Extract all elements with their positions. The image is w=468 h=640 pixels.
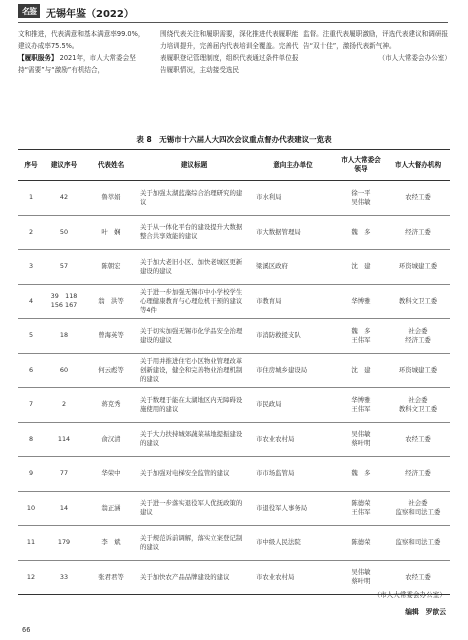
cell-supervising-body: 农经工委 — [386, 560, 450, 595]
cell-supervising-body: 经济工委 — [386, 215, 450, 250]
cell-seq: 7 — [18, 388, 44, 423]
cell-suggestion-title: 关于加强对电梯安全监管的建议 — [138, 457, 250, 492]
cell-suggestion-title: 关于用并推进住宅小区物业管理改革创新建设，健全和完善物业治理机制的建议 — [138, 353, 250, 388]
cell-representative: 俞汉清 — [84, 422, 138, 457]
cell-seq: 3 — [18, 250, 44, 285]
cell-suggestion-title: 关于进一步落实退役军人优抚政策的建议 — [138, 491, 250, 526]
header-representative: 代表姓名 — [84, 150, 138, 181]
cell-seq: 12 — [18, 560, 44, 595]
cell-representative: 李 斌 — [84, 526, 138, 561]
cell-supervising-body: 经济工委 — [386, 457, 450, 492]
cell-suggestion-number: 114 — [44, 422, 84, 457]
cell-leader: 魏 多 — [336, 457, 386, 492]
header-suggestion-number: 建议序号 — [44, 150, 84, 181]
intro-source: （市人大常委会办公室） — [378, 54, 451, 62]
table-row — [18, 284, 450, 319]
cell-host-unit: 市教育局 — [250, 284, 336, 319]
cell-suggestion-number: 179 — [44, 526, 84, 561]
cell-leader: 华博雅 — [336, 284, 386, 319]
cell-suggestion-title: 关于大力扶持城郊蔬菜基地提振建设的建议 — [138, 422, 250, 457]
cell-representative: 张君君等 — [84, 560, 138, 595]
cell-supervising-body: 教科文卫工委 — [386, 284, 450, 319]
cell-leader: 沈 建 — [336, 250, 386, 285]
cell-seq: 10 — [18, 491, 44, 526]
cell-host-unit: 市住房城乡建设局 — [250, 353, 336, 388]
table-row — [18, 388, 450, 423]
intro-paragraph: 围绕代表关注和履职需要，深化推进代表履职能力培训提升，完善届内代表培训全覆盖。完善代表履职登记管理制度，组织代表通过条件单位报告履职情况，主动接受选民 — [160, 30, 299, 74]
table-row — [18, 250, 450, 285]
cell-suggestion-number: 33 — [44, 560, 84, 595]
cell-host-unit: 市农业农村局 — [250, 560, 336, 595]
page-header — [0, 0, 468, 22]
yearbook-title: 无锡年鉴（2022） — [46, 9, 134, 20]
header-seq: 序号 — [18, 150, 44, 181]
yearbook-logo: 名鉴 — [18, 4, 40, 18]
cell-supervising-body: 农经工委 — [386, 422, 450, 457]
header-standing-committee-leader: 市人大常委会领导 — [336, 150, 386, 181]
cell-host-unit: 市农业农村局 — [250, 422, 336, 457]
cell-representative: 陈朝宏 — [84, 250, 138, 285]
header-host-unit: 意向主办单位 — [250, 150, 336, 181]
cell-seq: 11 — [18, 526, 44, 561]
intro-paragraph: 监督。注重代表履职激励，评选代表建议和调研报告“双十佳”，激扬代表新气神。 — [303, 30, 449, 50]
cell-supervising-body: 社会委 教科文卫工委 — [386, 388, 450, 423]
cell-suggestion-number: 39 118 156 167 — [44, 284, 84, 319]
cell-suggestion-number: 18 — [44, 319, 84, 354]
table-row — [18, 181, 450, 216]
cell-seq: 9 — [18, 457, 44, 492]
cell-representative: 何云彪等 — [84, 353, 138, 388]
intro-column-2 — [160, 28, 300, 76]
cell-representative: 鲁萃娟 — [84, 181, 138, 216]
cell-leader: 华博雅 王伟军 — [336, 388, 386, 423]
cell-suggestion-title: 关于规范诉前调解，落实立案登记制的建议 — [138, 526, 250, 561]
cell-representative: 华荣中 — [84, 457, 138, 492]
cell-leader: 沈 建 — [336, 353, 386, 388]
cell-supervising-body: 监察和司法工委 — [386, 526, 450, 561]
cell-leader: 吴伟敏 蔡叶明 — [336, 422, 386, 457]
intro-paragraph — [18, 52, 146, 76]
cell-suggestion-title: 关于加快农产品品牌建设的建议 — [138, 560, 250, 595]
editor-credit: 编辑 罗歆云 — [405, 608, 446, 616]
cell-suggestion-number: 50 — [44, 215, 84, 250]
intro-column-3 — [303, 28, 451, 64]
intro-text: 2021年，市人大常委会坚持“需要”与“激励”有机结合， — [18, 54, 136, 74]
table-row — [18, 457, 450, 492]
cell-representative: 蒋克秀 — [84, 388, 138, 423]
cell-supervising-body: 环资城建工委 — [386, 353, 450, 388]
cell-supervising-body: 社会委 经济工委 — [386, 319, 450, 354]
cell-suggestion-number: 60 — [44, 353, 84, 388]
cell-representative: 翁正涵 — [84, 491, 138, 526]
table-row — [18, 353, 450, 388]
cell-leader: 陈德荣 — [336, 526, 386, 561]
intro-column-1 — [18, 28, 146, 76]
cell-leader: 徐一平 吴伟敏 — [336, 181, 386, 216]
table-header-row — [18, 150, 450, 181]
page-number: 66 — [22, 626, 31, 634]
cell-suggestion-title: 关于加大老旧小区、加快老城区更新建设的建议 — [138, 250, 250, 285]
cell-host-unit: 市水利局 — [250, 181, 336, 216]
cell-suggestion-title: 关于从一体化平台的建设提升大数据整合共享效能的建议 — [138, 215, 250, 250]
intro-paragraph: 文和推进，代表满意和基本满意率99.0%，建议办成率75.5%。 — [18, 30, 145, 50]
cell-suggestion-title: 关于数理于能在太湖地区内无障碍设施使用的建议 — [138, 388, 250, 423]
cell-leader: 魏 多 王伟军 — [336, 319, 386, 354]
cell-host-unit: 市民政局 — [250, 388, 336, 423]
cell-suggestion-number: 77 — [44, 457, 84, 492]
table-caption: 表 8 无锡市十六届人大四次会议重点督办代表建议一览表 — [136, 135, 332, 144]
cell-representative: 叶 娴 — [84, 215, 138, 250]
cell-seq: 2 — [18, 215, 44, 250]
table-row — [18, 422, 450, 457]
cell-seq: 8 — [18, 422, 44, 457]
representative-suggestions-table — [18, 149, 450, 595]
table-row — [18, 215, 450, 250]
cell-suggestion-title: 关于切实加强无锡市化学品安全治理建设的建议 — [138, 319, 250, 354]
cell-host-unit: 市大数据管理局 — [250, 215, 336, 250]
cell-suggestion-number: 42 — [44, 181, 84, 216]
table-row — [18, 526, 450, 561]
header-supervising-body: 市人大督办机构 — [386, 150, 450, 181]
cell-seq: 5 — [18, 319, 44, 354]
cell-seq: 6 — [18, 353, 44, 388]
cell-suggestion-number: 14 — [44, 491, 84, 526]
cell-representative: 翁 洪等 — [84, 284, 138, 319]
cell-seq: 1 — [18, 181, 44, 216]
header-divider — [18, 22, 448, 23]
cell-suggestion-number: 57 — [44, 250, 84, 285]
cell-representative: 曾海英等 — [84, 319, 138, 354]
cell-host-unit: 市退役军人事务局 — [250, 491, 336, 526]
cell-host-unit: 市中级人民法院 — [250, 526, 336, 561]
table-source: （市人大常委会办公室） — [373, 591, 446, 599]
header-suggestion-title: 建议标题 — [138, 150, 250, 181]
section-tag: 【履职服务】 — [18, 54, 58, 62]
cell-leader: 魏 多 — [336, 215, 386, 250]
table-row — [18, 491, 450, 526]
cell-supervising-body: 农经工委 — [386, 181, 450, 216]
cell-host-unit: 市市场监管局 — [250, 457, 336, 492]
cell-suggestion-title: 关于加强太湖蓝藻综合治理研究的建议 — [138, 181, 250, 216]
cell-host-unit: 市消防救援支队 — [250, 319, 336, 354]
cell-seq: 4 — [18, 284, 44, 319]
cell-suggestion-number: 2 — [44, 388, 84, 423]
cell-suggestion-title: 关于进一步加强无锡市中小学校学生心理健康教育与心理危机干预的建议等4件 — [138, 284, 250, 319]
cell-supervising-body: 环资城建工委 — [386, 250, 450, 285]
cell-leader: 吴伟敏 蔡叶明 — [336, 560, 386, 595]
cell-supervising-body: 社会委 监察和司法工委 — [386, 491, 450, 526]
cell-leader: 陈德荣 王伟军 — [336, 491, 386, 526]
cell-host-unit: 梁溪区政府 — [250, 250, 336, 285]
table-row — [18, 319, 450, 354]
